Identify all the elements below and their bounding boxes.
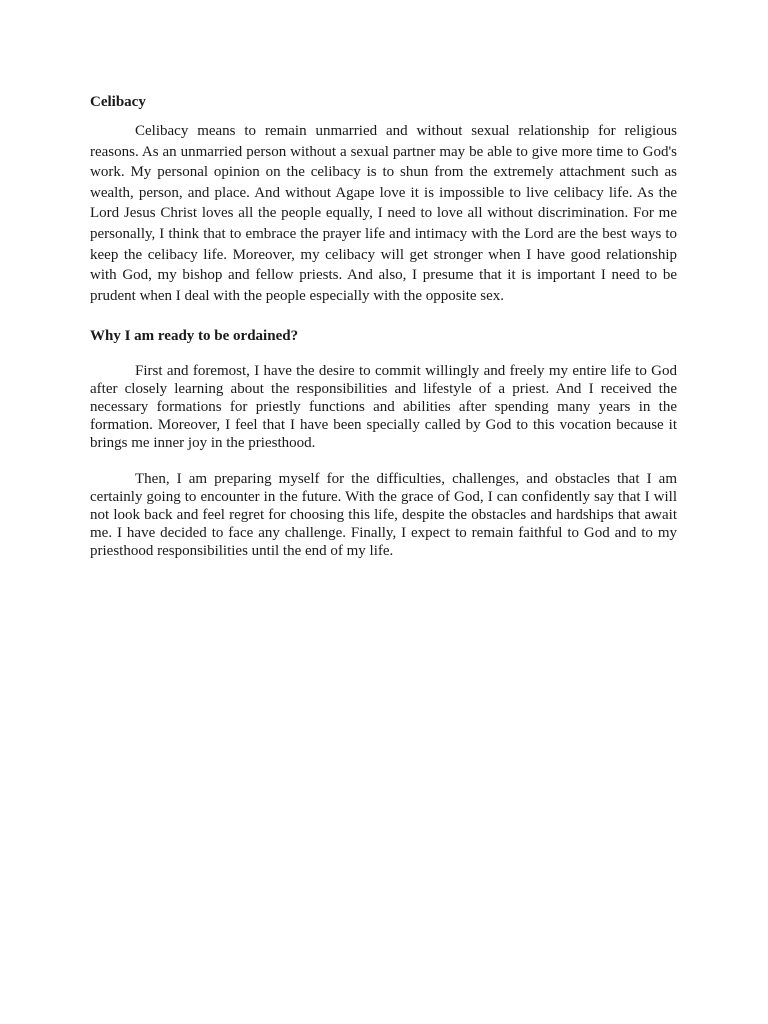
section-ordination (90, 326, 677, 560)
document-page (90, 92, 677, 560)
section-paragraph: Celibacy means to remain unmarried and without sexual relationship for religious reasons. As an unmarried person without a sexual partner may be able to give more time to God's work. My personal opinion on the celibacy is to shun from the extremely attachment such as wealth, person, and place. And without Agape love it is impossible to live celibacy life. As the Lord Jesus Christ loves all the people equally, I need to love all without discrimination. For me personally, I think that to embrace the prayer life and intimacy with the Lord are the best ways to keep the celibacy life. Moreover, my celibacy will get stronger when I have good relationship with God, my bishop and fellow priests. And also, I presume that it is important I need to be prudent when I deal with the people especially with the opposite sex. (90, 123, 677, 304)
section-paragraph: First and foremost, I have the desire to commit willingly and freely my entire life to God after closely learning about the responsibilities and lifestyle of a priest. And I received the necessary formations for priestly functions and abilities after spending many years in the formation. Moreover, I feel that I have been specially called by God to this vocation because it brings me inner joy in the priesthood. (90, 363, 677, 452)
section-celibacy (90, 92, 677, 306)
section-paragraph: Then, I am preparing myself for the difficulties, challenges, and obstacles that I am certainly going to encounter in the future. With the grace of God, I can confidently say that I will not look back and feel regret for choosing this life, despite the obstacles and hardships that await me. I have decided to face any challenge. Finally, I expect to remain faithful to God and to my priesthood responsibilities until the end of my life. (90, 471, 677, 560)
section-heading: Celibacy (90, 94, 146, 110)
section-heading: Why I am ready to be ordained? (90, 328, 299, 345)
